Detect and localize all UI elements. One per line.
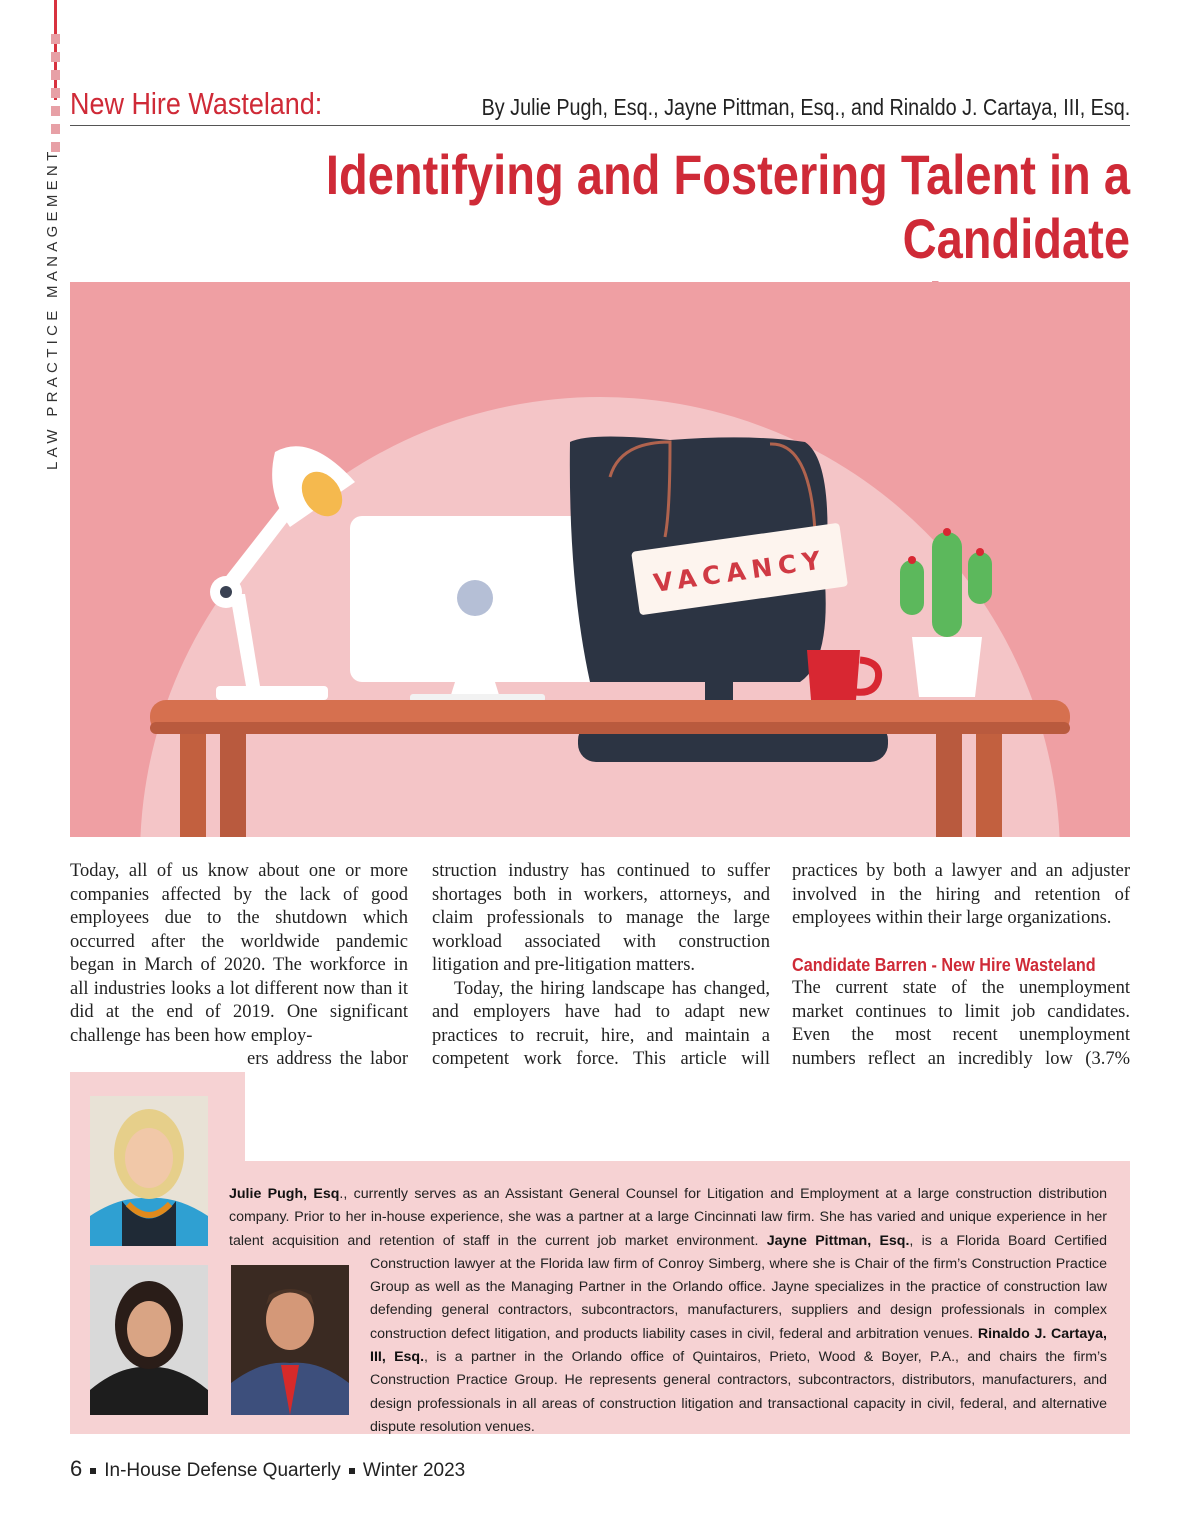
margin-dash bbox=[51, 88, 60, 98]
header-divider bbox=[70, 125, 1130, 126]
margin-rule bbox=[54, 0, 57, 100]
bullet-separator bbox=[90, 1468, 96, 1474]
body-paragraph: The current state of the unemployment market continues to limit job candidates. Even the most recent unemployment numbers reflect an incredibly low (3.7% bbox=[792, 978, 1130, 1069]
body-paragraph: Today, the hiring landscape has changed, and employers have had to adapt new practices to recruit, hire, and maintain a competent work force. This article will bbox=[432, 978, 770, 1069]
margin-dash bbox=[51, 70, 60, 80]
margin-dash bbox=[51, 106, 60, 116]
margin-dash bbox=[51, 34, 60, 44]
margin-dash bbox=[51, 124, 60, 134]
body-paragraph: ers address the labor bbox=[247, 1049, 408, 1069]
margin-dash bbox=[51, 52, 60, 62]
bio-box-notch bbox=[245, 1072, 1130, 1161]
author-photo-pittman bbox=[90, 1265, 208, 1415]
bullet-separator bbox=[349, 1468, 355, 1474]
svg-text:VACANCY: VACANCY bbox=[651, 545, 829, 598]
bio-name-cartaya: Rinaldo J. Cartaya, III, Esq. bbox=[370, 1325, 1107, 1366]
hero-illustration bbox=[70, 282, 1130, 837]
bio-text-cartaya: , is a partner in the Orlando office of Quintairos, Prieto, Wood & Boyer, P.A., and chairs the firm’s Construction Practice Group. He represents general contractors, subcontractors, distributors, manufacturers, and design professionals in all areas of construction litigation and transactional capacity in civil, federal, and alternative dispute resolution venues. bbox=[370, 1349, 1107, 1435]
body-paragraph: struction industry has continued to suffer shortages both in workers, attorneys, and claim professionals to manage the large workload associated with construction litigation and pre-litigation matters. bbox=[432, 861, 770, 975]
section-subhead: Candidate Barren - New Hire Wasteland bbox=[792, 954, 1096, 975]
author-bios bbox=[229, 1183, 1107, 1439]
kicker-title: New Hire Wasteland: bbox=[70, 86, 323, 121]
bio-wrap-spacer bbox=[229, 1253, 370, 1438]
page-footer bbox=[70, 1456, 465, 1482]
section-label: LAW PRACTICE MANAGEMENT bbox=[44, 147, 61, 470]
body-paragraph: practices by both a lawyer and an adjuster involved in the hiring and retention of employees within their large organizations. bbox=[792, 861, 1130, 928]
bio-text-pittman: , is a Florida Board Certified Construction lawyer at the Florida law firm of Conroy Simberg, where she is Chair of the firm’s Construction Practice Group as well as the Managing Partner in the Orlando office. Jayne specializes in the practice of construction law defending general contractors, subcontractors, manufacturers, suppliers and design professionals in complex construction defect litigation, and products liability cases in civil, federal and arbitration venues. bbox=[370, 1232, 1107, 1342]
bio-name-pittman: Jayne Pittman, Esq. bbox=[766, 1232, 910, 1249]
byline: By Julie Pugh, Esq., Jayne Pittman, Esq., and Rinaldo J. Cartaya, III, Esq. bbox=[481, 94, 1130, 120]
publication-name: In-House Defense Quarterly bbox=[104, 1460, 341, 1481]
body-paragraph: Today, all of us know about one or more companies affected by the lack of good employees due to the shutdown which occurred after the worldwide pandemic began in March of 2020. The workforce in all industries looks a lot different now than it did at the end of 2019. One significant challenge has been how employ- bbox=[70, 861, 408, 1046]
monitor-icon bbox=[350, 516, 606, 702]
author-photo-pugh bbox=[90, 1096, 208, 1246]
issue-date: Winter 2023 bbox=[362, 1460, 466, 1481]
page-number: 6 bbox=[70, 1456, 83, 1481]
bio-text-pugh: ., currently serves as an Assistant General Counsel for Litigation and Employment at a large construction distribution company. Prior to her in-house experience, she was a partner at a large Cincinnati law firm. She has varied and unique experience in her talent acquisition and retention of staff in the current job market environment. bbox=[229, 1186, 1107, 1249]
headline-line-1: Identifying and Fostering Talent in a Candidate bbox=[325, 143, 1130, 270]
bio-name-pugh: Julie Pugh, Esq bbox=[229, 1186, 340, 1202]
